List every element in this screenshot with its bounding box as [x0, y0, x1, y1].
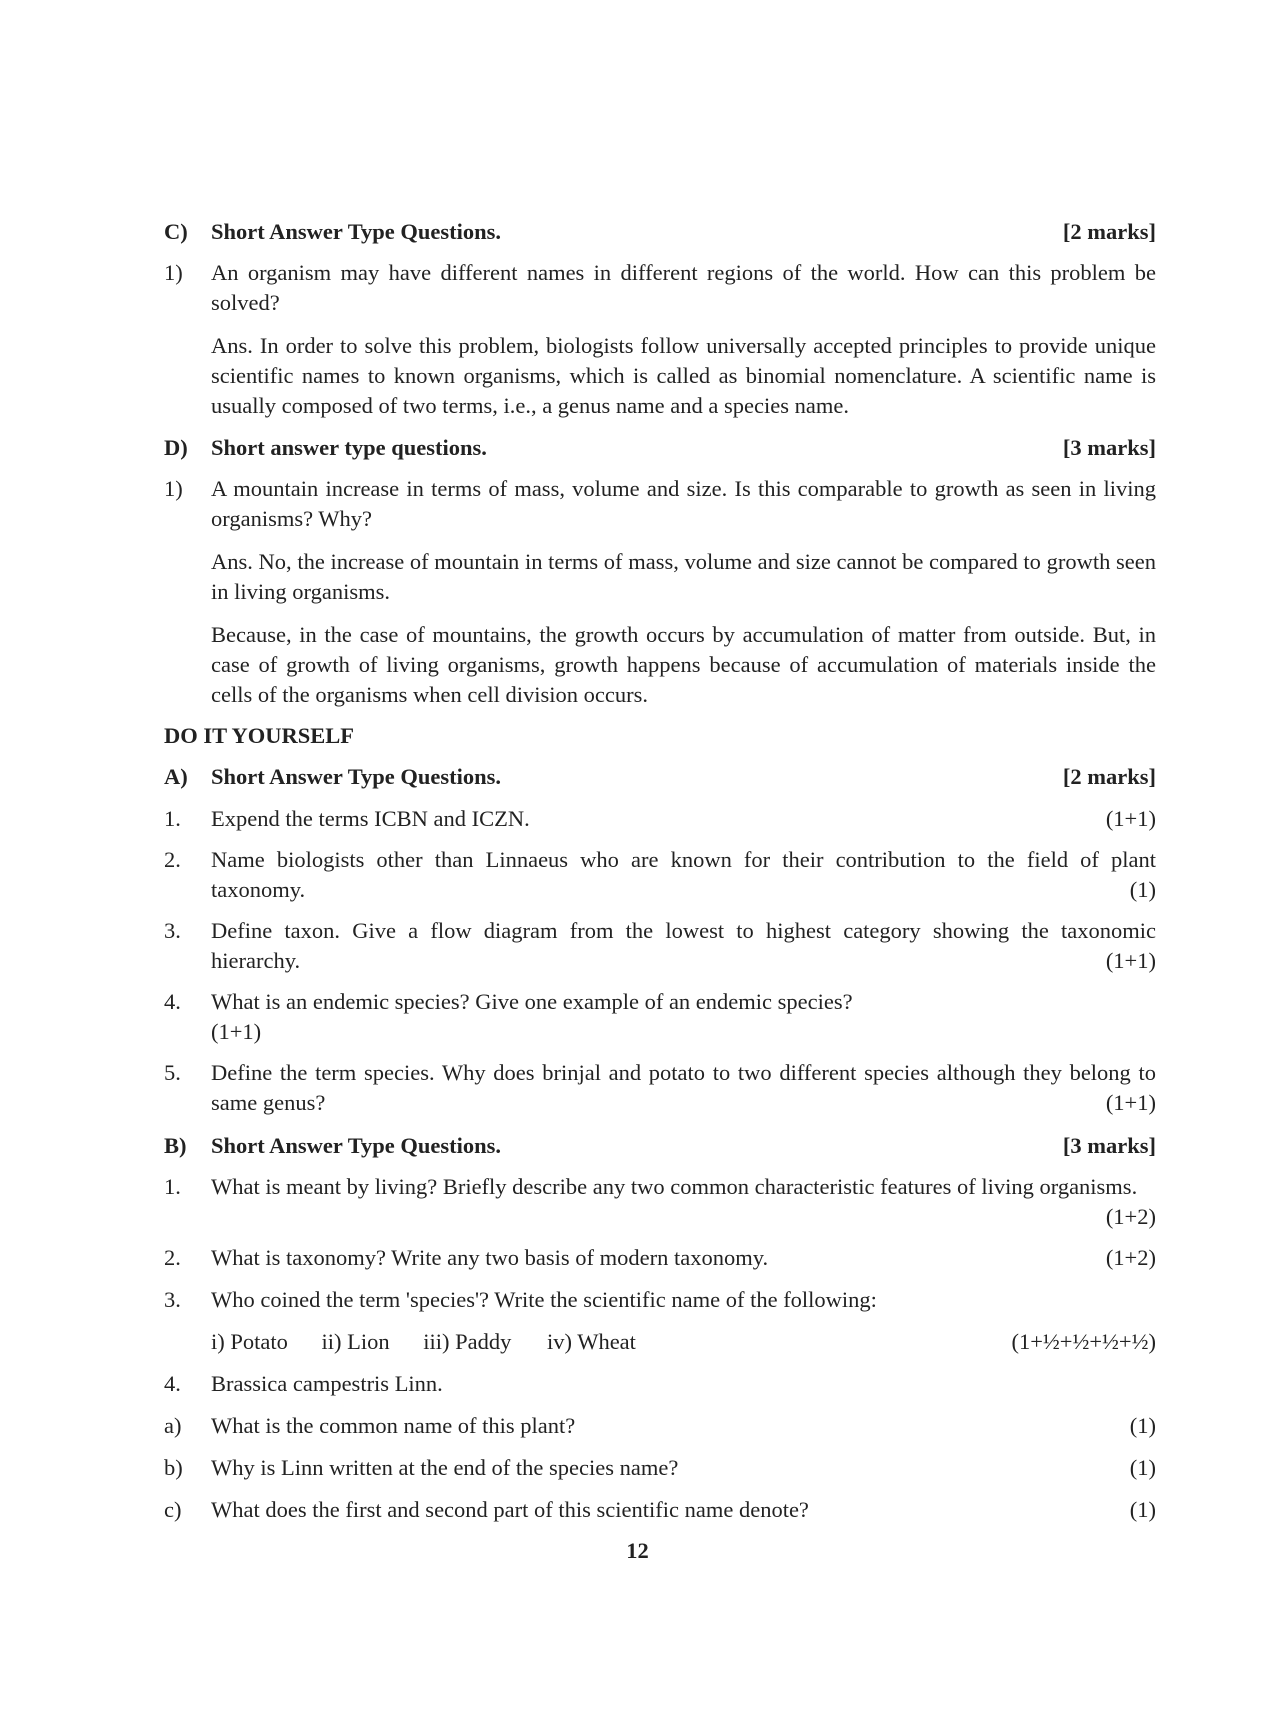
- question-number: 1.: [164, 1174, 181, 1199]
- question-text: Define the term species. Why does brinjal and potato to two different species although they belong to same genus?: [211, 1060, 1156, 1115]
- question-marks: (1): [1129, 1413, 1156, 1438]
- option-potato: i) Potato: [211, 1329, 288, 1354]
- section-c-question-1: [164, 258, 1156, 318]
- option-paddy: iii) Paddy: [423, 1329, 512, 1354]
- question-text: What does the first and second part of this scientific name denote?: [211, 1497, 809, 1522]
- question-marks: (1+1): [1105, 948, 1156, 973]
- diy-b-question-2: [164, 1243, 1156, 1273]
- question-marks: (1+2): [1105, 1204, 1156, 1229]
- diy-b-label: B): [164, 1133, 187, 1158]
- question-text: Define taxon. Give a flow diagram from the lowest to highest category showing the taxonomic hierarchy.: [211, 918, 1156, 973]
- diy-section-b-heading: [164, 1131, 1156, 1161]
- section-c-label: C): [164, 219, 188, 244]
- question-number: b): [164, 1455, 183, 1480]
- diy-a-title: Short Answer Type Questions.: [211, 764, 502, 789]
- section-c-title: Short Answer Type Questions.: [211, 219, 502, 244]
- diy-a-marks: [2 marks]: [1062, 764, 1156, 789]
- section-d-heading: [164, 433, 1156, 463]
- question-number: 4.: [164, 1371, 181, 1396]
- question-number: 1): [164, 476, 183, 501]
- section-d-answer-part-1: Ans. No, the increase of mountain in terms of mass, volume and size cannot be compared to growth seen in living organisms.: [211, 549, 1156, 604]
- question-number: 2.: [164, 1245, 181, 1270]
- question-number: 4.: [164, 989, 181, 1014]
- question-marks: (1+1): [1105, 1090, 1156, 1115]
- section-d-label: D): [164, 435, 188, 460]
- question-marks: (1): [1129, 1455, 1156, 1480]
- section-c-answer-1: Ans. In order to solve this problem, biologists follow universally accepted principles to provide unique scientific names to known organisms, which is called as binomial nomenclature. A scientific name is usually composed of two terms, i.e., a genus name and a species name.: [211, 333, 1156, 418]
- section-d-title: Short answer type questions.: [211, 435, 487, 460]
- diy-a-label: A): [164, 764, 188, 789]
- question-text: What is an endemic species? Give one example of an endemic species?: [211, 989, 853, 1014]
- diy-b-question-1: [164, 1172, 1156, 1232]
- question-marks: (1+1): [1105, 806, 1156, 831]
- question-number: 1): [164, 260, 183, 285]
- question-marks: (1): [1129, 1497, 1156, 1522]
- do-it-yourself-heading: [164, 721, 1156, 751]
- diy-b-question-4c: [164, 1495, 1156, 1525]
- diy-section-a-heading: [164, 762, 1156, 792]
- diy-b-question-4b: [164, 1453, 1156, 1483]
- diy-a-question-4: [164, 987, 1156, 1047]
- section-d-marks: [3 marks]: [1062, 435, 1156, 460]
- question-text: What is meant by living? Briefly describe any two common characteristic features of living organisms.: [211, 1174, 1138, 1199]
- question-text: Name biologists other than Linnaeus who are known for their contribution to the field of plant taxonomy.: [211, 847, 1156, 902]
- question-marks: (1): [1129, 877, 1156, 902]
- diy-b-question-4a: [164, 1411, 1156, 1441]
- diy-a-question-5: [164, 1058, 1156, 1118]
- question-text: Expend the terms ICBN and ICZN.: [211, 806, 530, 831]
- section-c-heading: [164, 217, 1156, 247]
- section-d-answer-part-2: Because, in the case of mountains, the growth occurs by accumulation of matter from outside. But, in case of growth of living organisms, growth happens because of accumulation of materials inside the cells of the organisms when cell division occurs.: [211, 622, 1156, 707]
- diy-b-question-3-options: [164, 1327, 1156, 1357]
- diy-b-question-4: [164, 1369, 1156, 1399]
- diy-b-title: Short Answer Type Questions.: [211, 1133, 502, 1158]
- section-d-question-1: [164, 474, 1156, 534]
- diy-a-question-1: [164, 804, 1156, 834]
- question-text: What is the common name of this plant?: [211, 1413, 576, 1438]
- question-number: 3.: [164, 918, 181, 943]
- option-wheat: iv) Wheat: [547, 1329, 636, 1354]
- question-text: A mountain increase in terms of mass, volume and size. Is this comparable to growth as seen in living organisms? Why?: [211, 476, 1156, 531]
- option-lion: ii) Lion: [321, 1329, 390, 1354]
- question-number: 1.: [164, 806, 181, 831]
- question-text: What is taxonomy? Write any two basis of modern taxonomy.: [211, 1245, 769, 1270]
- section-c-marks: [2 marks]: [1062, 219, 1156, 244]
- question-text: Who coined the term 'species'? Write the scientific name of the following:: [211, 1287, 877, 1312]
- question-number: a): [164, 1413, 182, 1438]
- question-text: Brassica campestris Linn.: [211, 1371, 443, 1396]
- page-number: 12: [626, 1538, 649, 1563]
- question-number: c): [164, 1497, 182, 1522]
- diy-b-marks: [3 marks]: [1062, 1133, 1156, 1158]
- diy-b-question-3: [164, 1285, 1156, 1315]
- question-marks: (1+1): [211, 1019, 262, 1044]
- question-number: 2.: [164, 847, 181, 872]
- question-text: An organism may have different names in different regions of the world. How can this problem be solved?: [211, 260, 1156, 315]
- question-number: 3.: [164, 1287, 181, 1312]
- question-marks: (1+2): [1105, 1245, 1156, 1270]
- diy-a-question-2: [164, 845, 1156, 905]
- question-marks: (1+½+½+½+½): [1011, 1329, 1156, 1354]
- question-number: 5.: [164, 1060, 181, 1085]
- diy-a-question-3: [164, 916, 1156, 976]
- question-text: Why is Linn written at the end of the species name?: [211, 1455, 679, 1480]
- do-it-yourself-title: DO IT YOURSELF: [164, 723, 355, 748]
